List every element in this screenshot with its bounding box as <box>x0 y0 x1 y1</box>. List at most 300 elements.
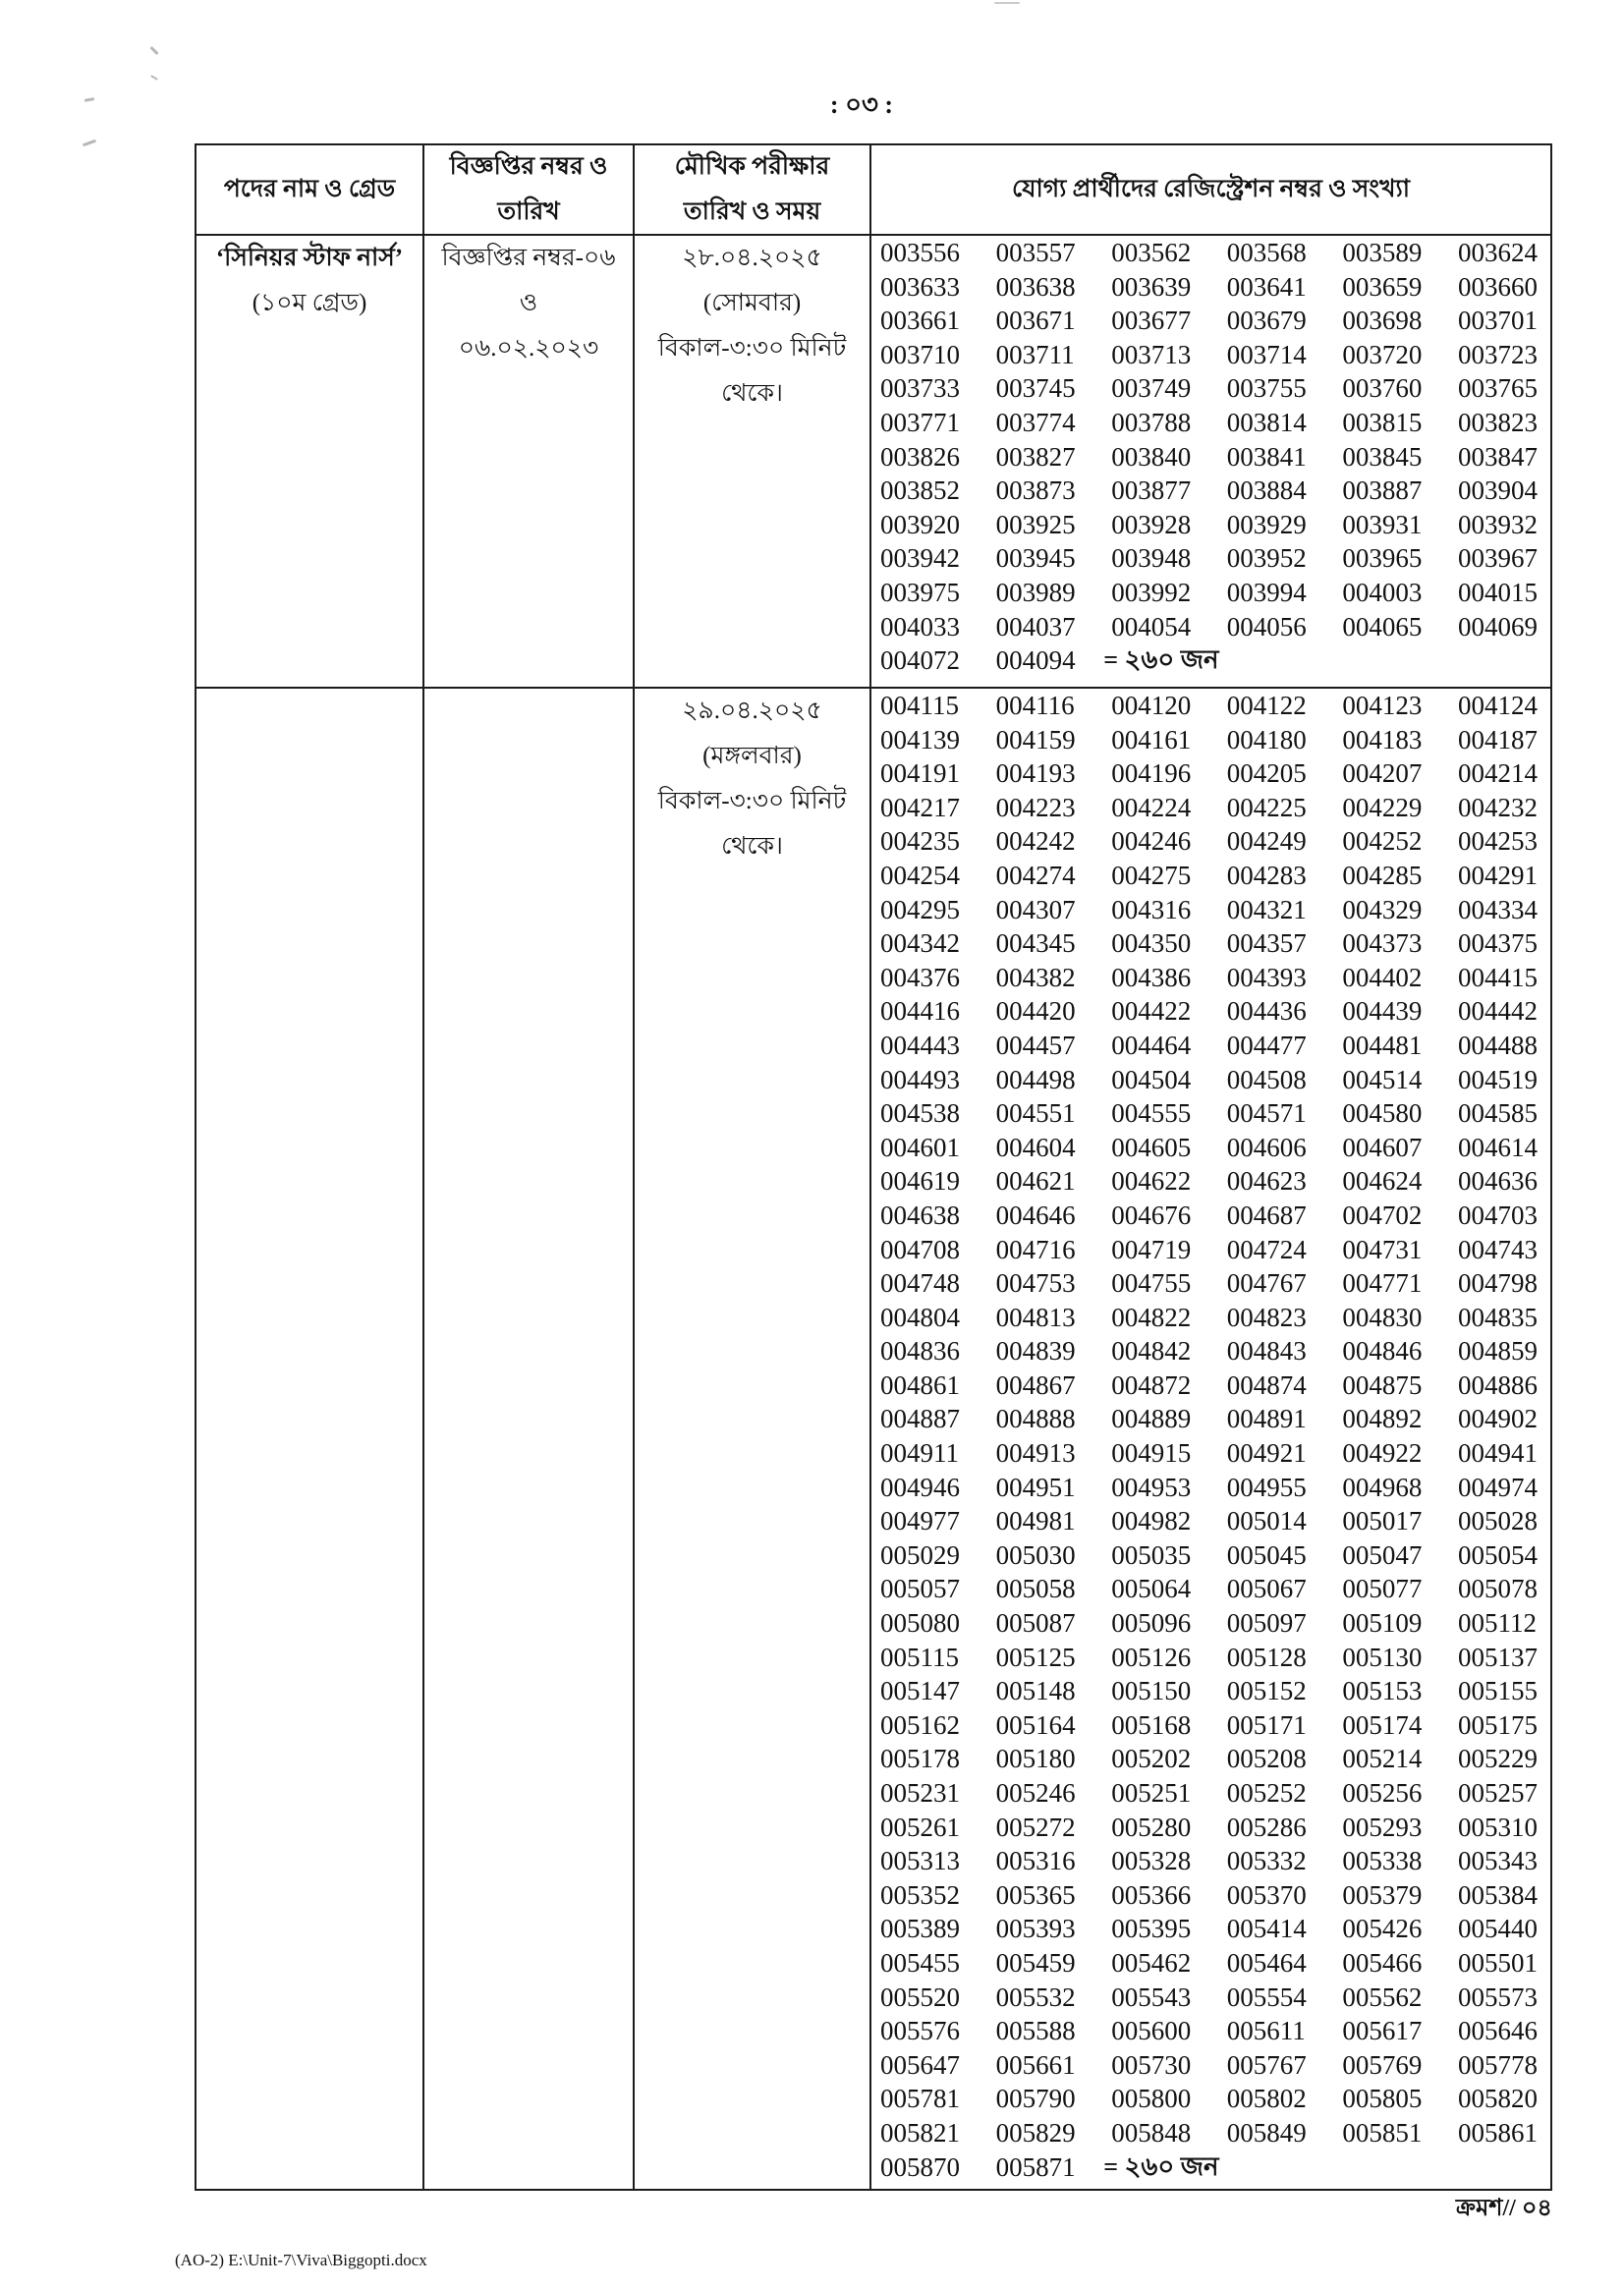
circular-cell <box>424 689 635 2189</box>
registration-number: 004116 <box>995 691 1075 720</box>
registration-number: 005562 <box>1342 1982 1423 2012</box>
registration-number: 005790 <box>995 2084 1076 2114</box>
registration-number: 003942 <box>880 543 960 574</box>
registration-number: 003711 <box>995 339 1075 369</box>
registration-number: 005017 <box>1342 1506 1423 1536</box>
post-grade: (১০ম গ্রেড) <box>252 290 367 316</box>
registration-number: 003638 <box>995 271 1076 302</box>
candidate-count: = ২৬০ জন <box>1103 2151 1219 2181</box>
registration-number: 003904 <box>1457 475 1538 506</box>
registration-number: 004687 <box>1226 1200 1307 1230</box>
registration-number: 003660 <box>1457 271 1538 302</box>
registration-number: 004514 <box>1342 1064 1423 1094</box>
registration-number: 004225 <box>1226 792 1307 822</box>
registration-number: 005646 <box>1457 2016 1538 2046</box>
registration-number: 003639 <box>1111 271 1192 302</box>
registration-number: 005501 <box>1457 1947 1538 1978</box>
registration-number: 003920 <box>880 509 960 539</box>
registration-number: 003624 <box>1457 238 1538 267</box>
registration-number: 004886 <box>1457 1369 1538 1400</box>
registration-number: 003884 <box>1226 475 1307 506</box>
registration-number: 004246 <box>1111 826 1192 857</box>
header-line: মৌখিক পরীক্ষার <box>674 153 830 180</box>
registration-number: 004477 <box>1226 1030 1307 1060</box>
registration-number: 004538 <box>880 1098 960 1129</box>
registration-number: 003589 <box>1342 238 1423 267</box>
registration-number: 005202 <box>1111 1744 1192 1774</box>
registration-number: 005554 <box>1226 1982 1307 2012</box>
registration-number: 003679 <box>1226 306 1307 336</box>
registration-number: 003720 <box>1342 339 1423 369</box>
registration-number: 003823 <box>1457 407 1538 437</box>
registration-number: 004224 <box>1111 792 1192 822</box>
header-line: তারিখ <box>497 198 560 225</box>
registration-number: 005338 <box>1342 1846 1423 1876</box>
registration-number: 003967 <box>1457 543 1538 574</box>
registration-number: 004875 <box>1342 1369 1423 1400</box>
viva-time-suffix: থেকে। <box>721 833 783 860</box>
registration-number: 003760 <box>1342 373 1423 404</box>
registration-number: 004981 <box>995 1506 1076 1536</box>
registration-number: 004623 <box>1226 1166 1307 1197</box>
circular-conjunction: ও <box>519 290 538 316</box>
registration-number: 004334 <box>1457 894 1538 924</box>
registration-number: 005029 <box>880 1539 960 1570</box>
registration-number: 004373 <box>1342 928 1423 959</box>
registration-number: 005231 <box>880 1778 960 1808</box>
registration-number: 003965 <box>1342 543 1423 574</box>
registration-number: 005214 <box>1342 1744 1423 1774</box>
registration-number: 004874 <box>1226 1369 1307 1400</box>
registration-number: 004974 <box>1457 1472 1538 1502</box>
post-name-cell <box>196 236 424 689</box>
circular-date: ০৬.০২.২০২৩ <box>458 335 599 362</box>
registration-number: 005087 <box>995 1608 1076 1639</box>
registration-number: 004601 <box>880 1132 960 1162</box>
registration-number: 005426 <box>1342 1914 1423 1944</box>
registration-number: 003710 <box>880 339 960 369</box>
registration-number: 004498 <box>995 1064 1076 1094</box>
registration-number: 004375 <box>1457 928 1538 959</box>
registration-number: 005532 <box>995 1982 1076 2012</box>
registration-number: 003723 <box>1457 339 1538 369</box>
registration-number: 004191 <box>880 758 960 789</box>
registration-number: 003847 <box>1457 441 1538 472</box>
registration-number: 004316 <box>1111 894 1192 924</box>
registration-number: 005261 <box>880 1812 960 1842</box>
registration-number: 005067 <box>1226 1574 1307 1604</box>
registration-number: 004420 <box>995 996 1076 1027</box>
registration-number: 004307 <box>995 894 1076 924</box>
post-name-cell <box>196 689 424 2189</box>
registration-number: 005246 <box>995 1778 1076 1808</box>
registration-number: 005617 <box>1342 2016 1423 2046</box>
registration-number: 004161 <box>1111 724 1192 754</box>
registration-number: 004345 <box>995 928 1076 959</box>
registration-number-list <box>871 236 1550 678</box>
registration-number: 005459 <box>995 1947 1076 1978</box>
registration-number: 004205 <box>1226 758 1307 789</box>
continued-marker: ক্রমশ// ০৪ <box>1455 2196 1552 2221</box>
registration-number: 005848 <box>1111 2117 1192 2148</box>
registration-number: 003989 <box>995 577 1076 607</box>
registration-number: 005778 <box>1457 2049 1538 2080</box>
registration-number: 003948 <box>1111 543 1192 574</box>
registration-number: 004422 <box>1111 996 1192 1027</box>
registration-number: 003771 <box>880 407 960 437</box>
registration-number: 004843 <box>1226 1336 1307 1367</box>
registration-number: 005028 <box>1457 1506 1538 1536</box>
scan-mark <box>150 75 158 81</box>
registration-number: 004771 <box>1342 1268 1423 1299</box>
registration-number: 005440 <box>1457 1914 1538 1944</box>
registration-number: 004716 <box>995 1234 1076 1264</box>
registration-number: 003713 <box>1111 339 1192 369</box>
registration-number: 005272 <box>995 1812 1076 1842</box>
registration-number: 004235 <box>880 826 960 857</box>
registration-number: 004037 <box>995 611 1076 642</box>
registration-number: 004922 <box>1342 1438 1423 1469</box>
registration-number-list <box>871 689 1550 2184</box>
registration-number: 005781 <box>880 2084 960 2114</box>
registration-number: 005148 <box>995 1676 1076 1706</box>
registration-number: 005647 <box>880 2049 960 2080</box>
registration-number: 004291 <box>1457 860 1538 890</box>
registration-number: 004275 <box>1111 860 1192 890</box>
registration-number: 005175 <box>1457 1709 1538 1740</box>
registration-number: 004342 <box>880 928 960 959</box>
registration-number: 004861 <box>880 1369 960 1400</box>
viva-date: ২৯.০৪.২০২৫ <box>682 698 822 724</box>
registration-number: 005128 <box>1226 1642 1307 1672</box>
header-post-name-grade <box>196 145 424 236</box>
registration-number: 004321 <box>1226 894 1307 924</box>
registration-number: 004232 <box>1457 792 1538 822</box>
registration-number: 005851 <box>1342 2117 1423 2148</box>
registration-number: 005030 <box>995 1539 1076 1570</box>
registration-number: 004621 <box>995 1166 1076 1197</box>
registration-number: 003929 <box>1226 509 1307 539</box>
registration-number: 004122 <box>1226 691 1307 720</box>
viva-time-suffix: থেকে। <box>721 380 783 407</box>
registration-number: 004115 <box>880 691 959 720</box>
registration-number: 004443 <box>880 1030 960 1060</box>
registration-number: 004571 <box>1226 1098 1307 1129</box>
scan-mark <box>83 140 96 147</box>
registration-number: 004767 <box>1226 1268 1307 1299</box>
registration-number: 005058 <box>995 1574 1076 1604</box>
registration-number: 005257 <box>1457 1778 1538 1808</box>
registration-number: 004382 <box>995 962 1076 992</box>
registration-number: 005229 <box>1457 1744 1538 1774</box>
registration-number: 004285 <box>1342 860 1423 890</box>
registration-number: 005168 <box>1111 1709 1192 1740</box>
registration-number: 003931 <box>1342 509 1423 539</box>
registration-number: 004605 <box>1111 1132 1192 1162</box>
registration-number: 003840 <box>1111 441 1192 472</box>
registration-number: 004731 <box>1342 1234 1423 1264</box>
registration-number: 004842 <box>1111 1336 1192 1367</box>
registration-number: 004892 <box>1342 1404 1423 1434</box>
registration-number: 005047 <box>1342 1539 1423 1570</box>
registration-number: 004464 <box>1111 1030 1192 1060</box>
registration-number: 005171 <box>1226 1709 1307 1740</box>
registration-number: 004223 <box>995 792 1076 822</box>
registration-number: 004069 <box>1457 611 1538 642</box>
viva-day: (মঙ্গলবার) <box>702 743 802 769</box>
registration-number: 003659 <box>1342 271 1423 302</box>
registration-number: 004636 <box>1457 1166 1538 1197</box>
registration-number: 005821 <box>880 2117 960 2148</box>
registration-number: 005155 <box>1457 1676 1538 1706</box>
post-name: ‘সিনিয়র স্টাফ নার্স’ <box>215 245 404 271</box>
registration-number: 003755 <box>1226 373 1307 404</box>
registration-number: 004124 <box>1457 691 1538 720</box>
scan-mark <box>84 97 94 102</box>
registration-number: 005256 <box>1342 1778 1423 1808</box>
registration-number: 005573 <box>1457 1982 1538 2012</box>
registration-number: 005870 <box>880 2151 960 2182</box>
registration-number: 004159 <box>995 724 1076 754</box>
registration-number: 004357 <box>1226 928 1307 959</box>
registration-number: 003774 <box>995 407 1076 437</box>
registration-number: 004872 <box>1111 1369 1192 1400</box>
registration-number: 004607 <box>1342 1132 1423 1162</box>
registration-number: 003827 <box>995 441 1076 472</box>
registration-number: 004180 <box>1226 724 1307 754</box>
registration-number: 005384 <box>1457 1879 1538 1910</box>
registration-number: 004555 <box>1111 1098 1192 1129</box>
registration-number: 004436 <box>1226 996 1307 1027</box>
registration-number: 004913 <box>995 1438 1076 1469</box>
registration-number: 005147 <box>880 1676 960 1706</box>
registration-number: 004703 <box>1457 1200 1538 1230</box>
registration-number: 005820 <box>1457 2084 1538 2114</box>
registration-number: 005054 <box>1457 1539 1538 1570</box>
header-line: যোগ্য প্রার্থীদের রেজিস্ট্রেশন নম্বর ও সংখ্যা <box>1012 176 1410 202</box>
registration-number: 004823 <box>1226 1302 1307 1332</box>
registration-number: 004951 <box>995 1472 1076 1502</box>
registration-number: 004622 <box>1111 1166 1192 1197</box>
registration-number: 005379 <box>1342 1879 1423 1910</box>
registration-number: 004207 <box>1342 758 1423 789</box>
registration-number: 005180 <box>995 1744 1076 1774</box>
registration-number: 005174 <box>1342 1709 1423 1740</box>
registration-number: 005164 <box>995 1709 1076 1740</box>
registration-number: 003714 <box>1226 339 1307 369</box>
registration-number: 004295 <box>880 894 960 924</box>
header-line: তারিখ ও সময় <box>683 198 821 225</box>
viva-schedule-cell <box>635 236 871 689</box>
viva-time: বিকাল-৩:৩০ মিনিট <box>657 788 847 814</box>
registration-number: 003641 <box>1226 271 1307 302</box>
registration-number: 004624 <box>1342 1166 1423 1197</box>
registration-number: 004003 <box>1342 577 1423 607</box>
registration-number: 005588 <box>995 2016 1076 2046</box>
registration-number: 005137 <box>1457 1642 1538 1672</box>
registration-number: 004415 <box>1457 962 1538 992</box>
registration-number: 004606 <box>1226 1132 1307 1162</box>
registration-number: 004982 <box>1111 1506 1192 1536</box>
registration-number: 003945 <box>995 543 1076 574</box>
registration-number: 004822 <box>1111 1302 1192 1332</box>
circular-cell <box>424 236 635 689</box>
registration-number: 004646 <box>995 1200 1076 1230</box>
registration-number: 005455 <box>880 1947 960 1978</box>
registration-number: 004702 <box>1342 1200 1423 1230</box>
registration-number: 005332 <box>1226 1846 1307 1876</box>
registration-number: 004283 <box>1226 860 1307 890</box>
registration-number: 004911 <box>880 1438 959 1469</box>
registration-cell <box>871 689 1550 2189</box>
registration-number: 005389 <box>880 1914 960 1944</box>
registration-number: 005661 <box>995 2049 1076 2080</box>
registration-number: 004551 <box>995 1098 1076 1129</box>
registration-number: 004889 <box>1111 1404 1192 1434</box>
registration-number: 005293 <box>1342 1812 1423 1842</box>
registration-number: 004719 <box>1111 1234 1192 1264</box>
registration-number: 005462 <box>1111 1947 1192 1978</box>
registration-number: 005162 <box>880 1709 960 1740</box>
header-registration-numbers <box>871 145 1550 236</box>
registration-number: 005464 <box>1226 1947 1307 1978</box>
registration-number: 003562 <box>1111 238 1192 267</box>
registration-number: 004813 <box>995 1302 1076 1332</box>
registration-number: 004504 <box>1111 1064 1192 1094</box>
registration-number: 004804 <box>880 1302 960 1332</box>
registration-number: 005328 <box>1111 1846 1192 1876</box>
registration-number: 004249 <box>1226 826 1307 857</box>
registration-number: 004193 <box>995 758 1076 789</box>
registration-number: 003701 <box>1457 306 1538 336</box>
registration-number: 005366 <box>1111 1879 1192 1910</box>
registration-number: 005057 <box>880 1574 960 1604</box>
registration-number: 004254 <box>880 860 960 890</box>
registration-number: 004755 <box>1111 1268 1192 1299</box>
registration-number: 005152 <box>1226 1676 1307 1706</box>
registration-number: 004585 <box>1457 1098 1538 1129</box>
candidate-count: = ২৬০ জন <box>1103 645 1219 675</box>
registration-number: 004887 <box>880 1404 960 1434</box>
candidate-table <box>195 143 1552 2191</box>
registration-number: 005316 <box>995 1846 1076 1876</box>
registration-number: 005730 <box>1111 2049 1192 2080</box>
registration-number: 004274 <box>995 860 1076 890</box>
registration-number: 003975 <box>880 577 960 607</box>
registration-number: 004753 <box>995 1268 1076 1299</box>
registration-number: 005078 <box>1457 1574 1538 1604</box>
registration-number: 004488 <box>1457 1030 1538 1060</box>
registration-number: 003952 <box>1226 543 1307 574</box>
registration-number: 003788 <box>1111 407 1192 437</box>
registration-number: 005251 <box>1111 1778 1192 1808</box>
registration-number: 005126 <box>1111 1642 1192 1672</box>
registration-number: 004836 <box>880 1336 960 1367</box>
registration-number: 004724 <box>1226 1234 1307 1264</box>
registration-number: 005370 <box>1226 1879 1307 1910</box>
registration-number: 005466 <box>1342 1947 1423 1978</box>
registration-number: 004481 <box>1342 1030 1423 1060</box>
registration-number: 005395 <box>1111 1914 1192 1944</box>
registration-number: 004743 <box>1457 1234 1538 1264</box>
registration-number: 004888 <box>995 1404 1076 1434</box>
registration-number: 005096 <box>1111 1608 1192 1639</box>
registration-number: 003826 <box>880 441 960 472</box>
registration-number: 003994 <box>1226 577 1307 607</box>
registration-number: 005365 <box>995 1879 1076 1910</box>
registration-number: 003661 <box>880 306 960 336</box>
registration-number: 003745 <box>995 373 1076 404</box>
registration-number: 004094 <box>995 645 1076 676</box>
registration-number: 004242 <box>995 826 1076 857</box>
registration-number: 004033 <box>880 611 960 642</box>
registration-number: 005861 <box>1457 2117 1538 2148</box>
registration-number: 004253 <box>1457 826 1538 857</box>
registration-number: 004252 <box>1342 826 1423 857</box>
viva-time: বিকাল-৩:৩০ মিনিট <box>657 335 847 362</box>
registration-number: 004891 <box>1226 1404 1307 1434</box>
registration-number: 004638 <box>880 1200 960 1230</box>
registration-number: 003633 <box>880 271 960 302</box>
registration-number: 004376 <box>880 962 960 992</box>
registration-number: 004386 <box>1111 962 1192 992</box>
registration-number: 005805 <box>1342 2084 1423 2114</box>
registration-number: 004183 <box>1342 724 1423 754</box>
registration-number: 005280 <box>1111 1812 1192 1842</box>
registration-number: 005178 <box>880 1744 960 1774</box>
registration-number: 005064 <box>1111 1574 1192 1604</box>
registration-number: 004968 <box>1342 1472 1423 1502</box>
registration-number: 004830 <box>1342 1302 1423 1332</box>
registration-number: 003814 <box>1226 407 1307 437</box>
registration-number: 003925 <box>995 509 1076 539</box>
registration-number: 005802 <box>1226 2084 1307 2114</box>
registration-number: 004915 <box>1111 1438 1192 1469</box>
registration-number: 003852 <box>880 475 960 506</box>
registration-number: 003698 <box>1342 306 1423 336</box>
registration-number: 003815 <box>1342 407 1423 437</box>
registration-number: 004921 <box>1226 1438 1307 1469</box>
registration-number: 005800 <box>1111 2084 1192 2114</box>
registration-number: 004229 <box>1342 792 1423 822</box>
registration-number: 005343 <box>1457 1846 1538 1876</box>
registration-number: 004123 <box>1342 691 1423 720</box>
registration-number: 003877 <box>1111 475 1192 506</box>
registration-number: 005767 <box>1226 2049 1307 2080</box>
header-line: পদের নাম ও গ্রেড <box>223 176 396 202</box>
registration-number: 005393 <box>995 1914 1076 1944</box>
registration-number: 004676 <box>1111 1200 1192 1230</box>
registration-number: 004619 <box>880 1166 960 1197</box>
registration-number: 003873 <box>995 475 1076 506</box>
registration-number: 005543 <box>1111 1982 1192 2012</box>
registration-number: 004015 <box>1457 577 1538 607</box>
registration-number: 003887 <box>1342 475 1423 506</box>
viva-schedule-cell <box>635 689 871 2189</box>
registration-number: 004393 <box>1226 962 1307 992</box>
registration-number: 004056 <box>1226 611 1307 642</box>
registration-number: 004708 <box>880 1234 960 1264</box>
registration-number: 005109 <box>1342 1608 1423 1639</box>
registration-number: 005871 <box>995 2151 1076 2182</box>
registration-number: 004977 <box>880 1506 960 1536</box>
registration-number: 005611 <box>1226 2016 1306 2046</box>
registration-number: 004217 <box>880 792 960 822</box>
registration-number: 004442 <box>1457 996 1538 1027</box>
registration-number: 005769 <box>1342 2049 1423 2080</box>
header-viva-date-time <box>635 145 871 236</box>
registration-number: 004214 <box>1457 758 1538 789</box>
